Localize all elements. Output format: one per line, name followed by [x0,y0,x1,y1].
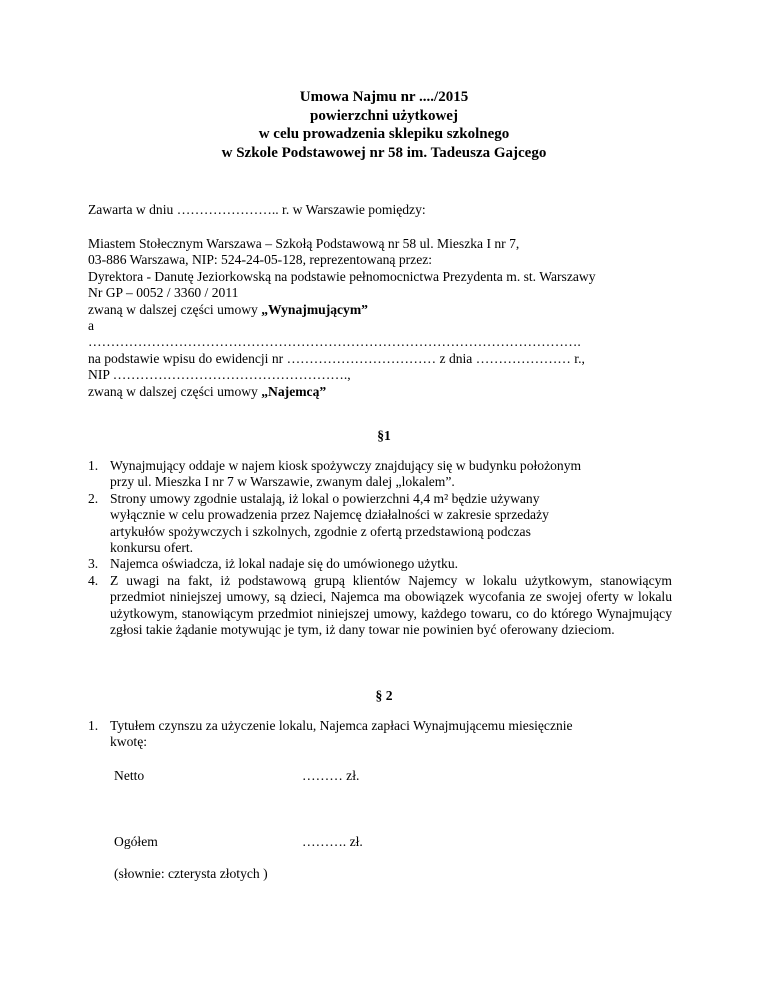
tenant-called: zwaną w dalszej części umowy „Najemcą” [88,383,327,399]
list-item: 1. Tytułem czynszu za użyczenie lokalu, Najemca zapłaci Wynajmującemu miesięcznie kwotę: [88,718,573,750]
total-label: Ogółem [114,834,158,849]
total-row [114,834,363,850]
landlord-line-1: Miastem Stołecznym Warszawa – Szkołą Podstawową nr 58 ul. Mieszka I nr 7, [88,236,520,251]
concluded-line: Zawarta w dniu ………………….. r. w Warszawie pomiędzy: [88,202,426,217]
netto-label: Netto [114,768,145,783]
section-2-heading: § 2 [375,688,393,703]
list-item: 2. Strony umowy zgodnie ustalają, iż lokal o powierzchni 4,4 m² będzie używany wyłącznie w celu prowadzenia przez Najemcę działalności w zakresie sprzedaży artykułów spożywczych i szkolnych, zgodnie z ofertą przedstawioną podczas konkursu ofert. [88,490,549,556]
landlord-line-4: Nr GP – 0052 / 3360 / 2011 [88,285,239,301]
conjunction: a [88,318,95,334]
section-1-list [88,458,672,638]
section-1-heading: §1 [377,428,391,443]
title-line-2: powierzchni użytkowej [310,107,458,124]
landlord-called: zwaną w dalszej części umowy „Wynajmującym” [88,301,368,317]
tenant-registry: na podstawie wpisu do ewidencji nr …………………………… z dnia ………………… r., [88,350,585,366]
list-item: 1. Wynajmujący oddaje w najem kiosk spożywczy znajdujący się w budynku położonym przy ul. Mieszka I nr 7 w Warszawie, zwanym dalej „lokalem”. [88,458,582,490]
tenant-dots: ………………………………………………………………………………………………. [88,334,581,350]
intro [88,202,698,218]
tenant-nip: NIP ……………………………………………., [88,367,351,383]
netto-row [114,768,360,784]
tenant-name: „Najemcą” [261,383,327,399]
list-item: 3. Najemca oświadcza, iż lokal nadaje się do umówionego użytku. [88,556,459,572]
total-value: ………. zł. [302,834,363,849]
section-2-list [88,718,688,751]
contract-title [0,88,768,162]
netto-value: ……… zł. [302,768,360,783]
title-line-3: w celu prowadzenia sklepiku szkolnego [258,126,510,142]
title-line-4: w Szkole Podstawowej nr 58 im. Tadeusza Gajcego [221,144,547,161]
landlord-line-2: 03-886 Warszawa, NIP: 524-24-05-128, reprezentowaną przez: [88,252,433,268]
list-item: 4. Z uwagi na fakt, iż podstawową grupą klientów Najemcy w lokalu użytkowym, stanowiącym przedmiot niniejszej umowy, są dzieci, Najemca ma obowiązek wycofania ze swojej oferty w lokalu użytkowym, stanowiącym przedmiot niniejszej umowy, każdego towaru, co do którego Wynajmujący zgłosi takie żądanie motywując je tym, iż dany towar nie powinien być oferowany dzieciom. [88,572,672,638]
amount-in-words: (słownie: czterysta złotych ) [114,866,268,881]
landlord-line-3: Dyrektora - Danutę Jeziorkowską na podstawie pełnomocnictwa Prezydenta m. st. Warszawy [88,268,596,284]
title-line-1: Umowa Najmu nr ..../2015 [299,89,469,105]
landlord-name: „Wynajmującym” [261,301,368,317]
parties-block [88,236,698,400]
